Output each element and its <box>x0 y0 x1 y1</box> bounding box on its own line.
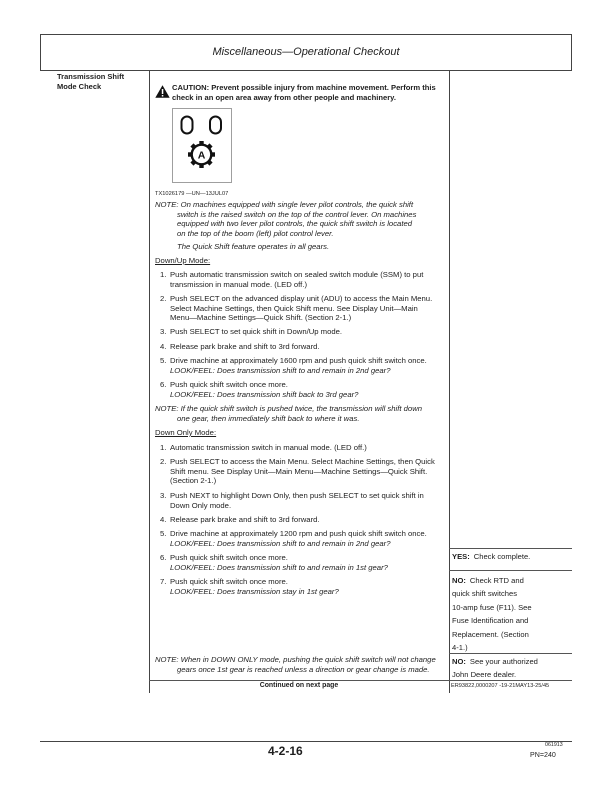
look-feel-line: LOOK/FEEL: Does transmission shift to and remain in 2nd gear? <box>170 365 391 375</box>
step-text-line: Push quick shift switch once more. <box>170 553 288 562</box>
note-line: NOTE: On machines equipped with single lever pilot controls, the quick shift <box>155 200 414 209</box>
down-up-step <box>160 380 358 399</box>
note-line: one gear, then immediately shift back to where it was. <box>177 413 360 423</box>
caution-line: check in an open area away from other people and machinery. <box>172 92 396 102</box>
result-text-line: 4-1.) <box>452 643 468 652</box>
note-line: NOTE: If the quick shift switch is pushed twice, the transmission will shift down <box>155 404 423 413</box>
step-number: 1. <box>160 443 167 452</box>
step-number: 5. <box>160 529 167 538</box>
look-feel-line: LOOK/FEEL: Does transmission shift to and remain in 2nd gear? <box>170 538 391 548</box>
section-title <box>57 72 124 92</box>
down-only-step <box>160 443 367 453</box>
result-text-line: Replacement. (Section <box>452 629 529 639</box>
step-number: 5. <box>160 356 167 365</box>
result-label: YES: <box>452 552 470 561</box>
step-number: 7. <box>160 577 167 586</box>
down-only-step <box>160 553 388 572</box>
step-number: 1. <box>160 270 167 279</box>
column-divider-left <box>149 71 150 693</box>
continued-on-next-page: Continued on next page <box>259 682 339 689</box>
result-text-line: John Deere dealer. <box>452 670 517 679</box>
right-switch-outline <box>210 117 221 134</box>
down-up-step <box>160 327 342 337</box>
figure-caption: TX1026179 —UN—13JUL07 <box>155 191 229 197</box>
part-number: PN=240 <box>530 751 556 759</box>
step-number: 4. <box>160 342 167 351</box>
down-up-mode-heading: Down/Up Mode: <box>155 256 211 265</box>
down-only-step <box>160 515 320 525</box>
step-number: 3. <box>160 327 167 336</box>
step-text-line: Automatic transmission switch in manual mode. (LED off.) <box>170 443 367 452</box>
step-text-line: Select Machine Settings, then Quick Shift menu. See Display Unit—Main <box>170 303 418 313</box>
step-text-line: Release park brake and shift to 3rd forward. <box>170 515 320 524</box>
column-divider-right <box>449 71 450 693</box>
step-text-line: Push quick shift switch once more. <box>170 380 288 389</box>
step-text-line: Push SELECT to access the Main Menu. Select Machine Settings, then Quick <box>170 457 435 466</box>
step-number: 3. <box>160 491 167 500</box>
switch-module-figure <box>172 108 232 183</box>
down-up-step <box>160 356 427 375</box>
step-number: 2. <box>160 457 167 466</box>
intro-note <box>155 200 416 238</box>
page-header-title: Miscellaneous—Operational Checkout <box>212 46 400 58</box>
down-only-step <box>160 529 427 548</box>
left-switch-outline <box>182 117 193 134</box>
note-line: switch is the raised switch on the top of the control lever. On machines <box>177 209 417 219</box>
result-text-line: Fuse Identification and <box>452 616 529 625</box>
caution-text <box>172 83 436 102</box>
footer-rule <box>40 741 572 742</box>
step-text-line: Menu—Machine Settings—Quick Shift. (Section 2-1.) <box>170 313 352 323</box>
result-text-line: quick shift switches <box>452 589 517 598</box>
note-line: equipped with two lever pilot controls, the quick shift switch is located <box>177 219 413 229</box>
step-text-line: Drive machine at approximately 1200 rpm and push quick shift switch once. <box>170 529 427 538</box>
note-line: gears once 1st gear is reached unless a direction or gear change is made. <box>177 664 430 674</box>
down-up-step <box>160 294 432 323</box>
look-feel-line: LOOK/FEEL: Does transmission shift to and remain in 1st gear? <box>170 562 388 572</box>
down-only-step <box>160 577 339 596</box>
down-only-note <box>155 655 436 674</box>
page-number: 4-2-16 <box>268 744 303 758</box>
result-no-dealer <box>452 655 538 682</box>
note-line: NOTE: When in DOWN ONLY mode, pushing the quick shift switch will not change <box>155 655 436 664</box>
step-text-line: Release park brake and shift to 3rd forward. <box>170 342 320 351</box>
step-text-line: Push NEXT to highlight Down Only, then push SELECT to set quick shift in <box>170 491 424 500</box>
result-separator <box>449 548 572 549</box>
result-label: NO: <box>452 575 466 585</box>
step-text-line: Push SELECT to set quick shift in Down/Up mode. <box>170 327 343 336</box>
result-text: Check complete. <box>473 552 531 561</box>
down-up-step <box>160 342 320 352</box>
intro-text: The Quick Shift feature operates in all gears. <box>177 242 330 251</box>
result-separator <box>449 570 572 571</box>
result-text-line: 10-amp fuse (F11). See <box>452 602 532 612</box>
date-code: 061913 <box>545 742 563 748</box>
result-text-line: See your authorized <box>469 656 538 666</box>
step-text-line: Down Only mode. <box>170 500 232 510</box>
look-feel-line: LOOK/FEEL: Does transmission shift back to 3rd gear? <box>170 389 359 399</box>
down-only-step <box>160 491 424 510</box>
down-only-mode-heading: Down Only Mode: <box>155 428 217 437</box>
result-no-fuse <box>452 574 532 655</box>
down-up-note <box>155 404 422 423</box>
caution-line: CAUTION: Prevent possible injury from machine movement. Perform this <box>172 83 436 92</box>
reference-code: ER93822,0000207 -19-21MAY13-25/45 <box>451 683 550 689</box>
step-text-line: Shift menu. See Display Unit—Main Menu—Machine Settings—Quick Shift. <box>170 466 428 476</box>
result-yes <box>452 550 530 564</box>
step-number: 2. <box>160 294 167 303</box>
step-number: 6. <box>160 553 167 562</box>
step-text-line: Push automatic transmission switch on sealed switch module (SSM) to put <box>170 270 424 279</box>
section-title-line: Transmission Shift <box>57 72 125 81</box>
step-text-line: Push quick shift switch once more. <box>170 577 288 586</box>
down-up-step <box>160 270 423 289</box>
down-only-step <box>160 457 435 486</box>
result-label: NO: <box>452 656 466 666</box>
note-line: on the top of the boom (left) pilot control lever. <box>177 228 334 238</box>
gear-icon <box>188 141 215 168</box>
result-text-line: Check RTD and <box>469 575 524 585</box>
step-number: 6. <box>160 380 167 389</box>
step-text-line: Drive machine at approximately 1600 rpm and push quick shift switch once. <box>170 356 427 365</box>
step-text-line: Push SELECT on the advanced display unit (ADU) to access the Main Menu. <box>170 294 433 303</box>
warning-icon <box>155 85 170 98</box>
look-feel-line: LOOK/FEEL: Does transmission stay in 1st gear? <box>170 586 339 596</box>
section-title-line: Mode Check <box>57 82 102 91</box>
step-text-line: transmission in manual mode. (LED off.) <box>170 279 308 289</box>
step-text-line: (Section 2-1.) <box>170 476 217 486</box>
step-number: 4. <box>160 515 167 524</box>
figure-callout-label: A <box>197 149 206 162</box>
